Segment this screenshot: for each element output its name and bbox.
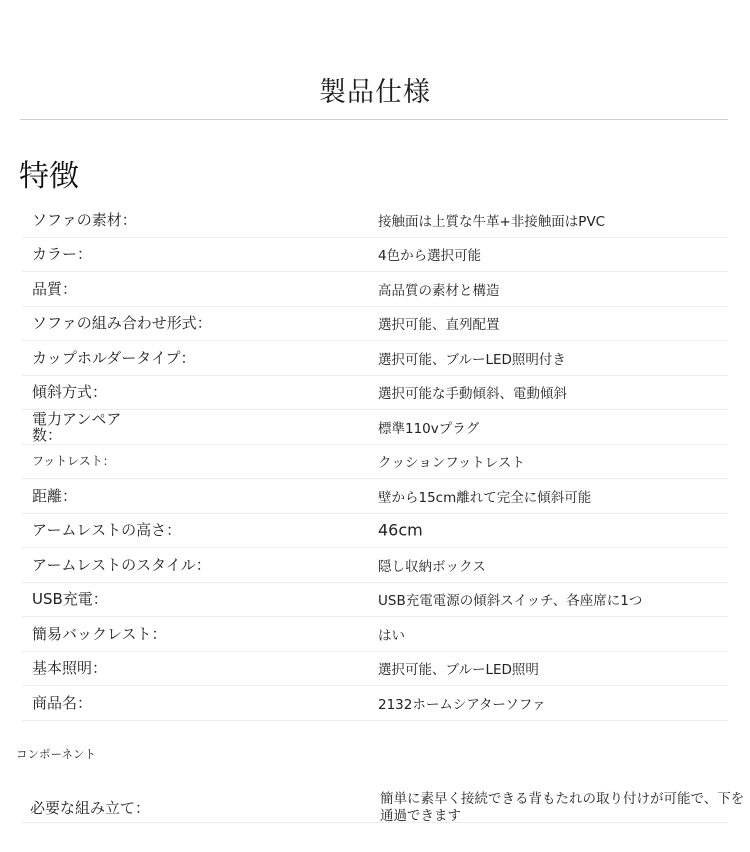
assembly-value: 簡単に素早く接続できる背もたれの取り付けが可能で、下を通過できます — [380, 791, 745, 824]
spec-row-lighting — [22, 652, 728, 687]
spec-row-material — [22, 203, 728, 238]
spec-value: 壁から15cm離れて完全に傾斜可能 — [378, 489, 592, 506]
spec-label: ソファの組み合わせ形式： — [32, 314, 212, 333]
spec-value: 2132ホームシアターソファ — [378, 696, 546, 713]
spec-value: 46cm — [378, 520, 423, 540]
spec-value: 選択可能、ブルーLED照明付き — [378, 351, 566, 368]
page-title: 製品仕様 — [319, 77, 431, 108]
spec-label: カラー： — [32, 245, 93, 264]
spec-row-quality — [22, 272, 728, 307]
spec-row-product-name — [22, 686, 728, 721]
title-divider — [20, 119, 728, 120]
section-heading: 特徴 — [19, 159, 79, 194]
spec-label: 電力アンペア数： — [32, 409, 122, 444]
spec-value: 接触面は上質な牛革+非接触面はPVC — [378, 213, 606, 230]
spec-row-color — [22, 238, 728, 273]
spec-row-recline — [22, 376, 728, 411]
spec-label: ソファの素材： — [32, 210, 137, 229]
spec-label: 簡易バックレスト： — [32, 624, 167, 643]
spec-value: 4色から選択可能 — [378, 248, 482, 265]
spec-label: アームレストの高さ： — [32, 521, 182, 540]
spec-value: 選択可能、ブルーLED照明 — [378, 662, 539, 679]
spec-row-usb — [22, 583, 728, 618]
spec-row-footrest — [22, 445, 728, 480]
spec-row-power — [22, 410, 728, 445]
spec-value: 選択可能、直列配置 — [378, 317, 500, 334]
spec-row-distance — [22, 479, 728, 514]
spec-table — [22, 203, 728, 721]
spec-value: クッションフットレスト — [378, 455, 525, 472]
spec-row-backrest — [22, 617, 728, 652]
spec-value: USB充電電源の傾斜スイッチ、各座席に1つ — [378, 593, 643, 610]
spec-label: 商品名： — [32, 693, 93, 712]
spec-value: 選択可能な手動傾斜、電動傾斜 — [378, 386, 567, 403]
spec-label: アームレストのスタイル： — [32, 555, 211, 574]
spec-label: 基本照明： — [32, 659, 108, 678]
spec-value: はい — [378, 627, 405, 644]
spec-row-armrest-style — [22, 548, 728, 583]
spec-value: 高品質の素材と構造 — [378, 282, 500, 299]
spec-value: 隠し収納ボックス — [378, 558, 486, 575]
components-heading: コンポーネント — [16, 747, 96, 761]
spec-label: フットレスト： — [32, 454, 115, 469]
spec-label: 距離： — [32, 486, 78, 505]
spec-row-armrest-height — [22, 514, 728, 549]
assembly-row — [22, 788, 745, 824]
spec-label: カップホルダータイプ： — [32, 348, 196, 367]
spec-label: 品質： — [32, 279, 78, 298]
spec-label: USB充電： — [32, 590, 108, 609]
spec-value: 標準110vプラグ — [378, 420, 480, 437]
spec-label: 傾斜方式： — [32, 383, 108, 402]
spec-row-combination — [22, 307, 728, 342]
spec-row-cupholder — [22, 341, 728, 376]
assembly-label: 必要な組み立て： — [30, 799, 151, 817]
